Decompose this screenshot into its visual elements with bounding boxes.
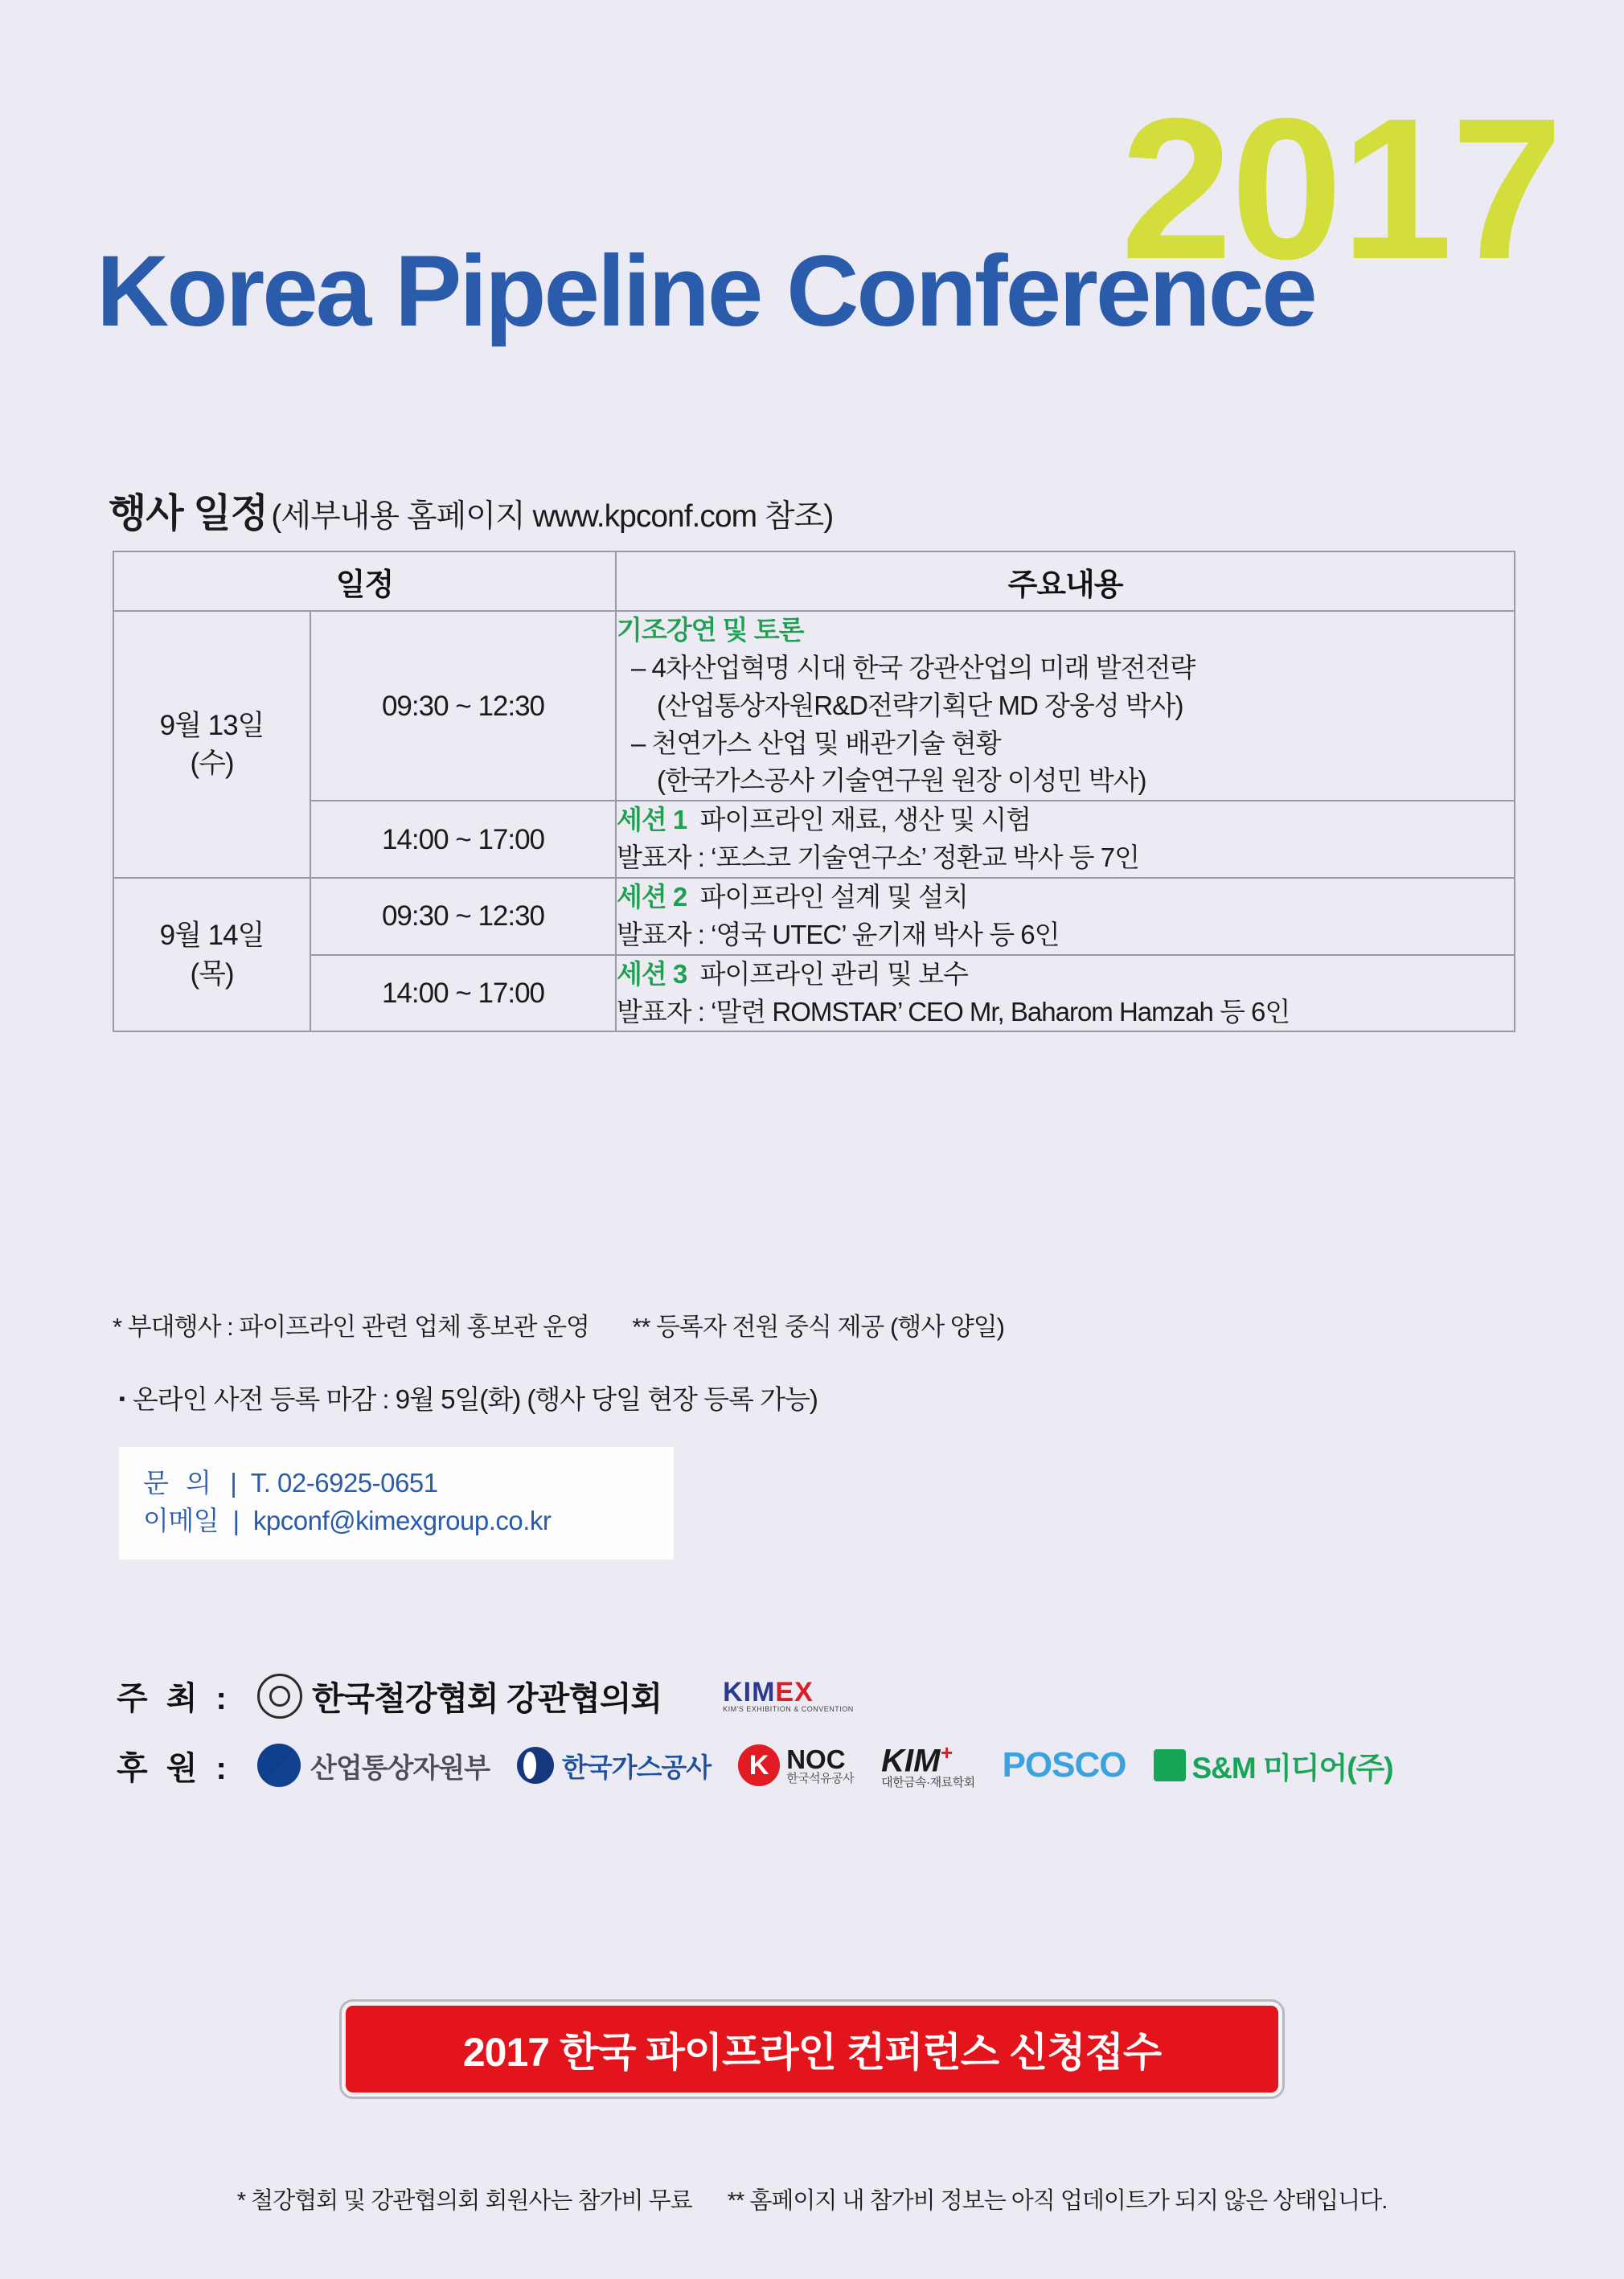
page-title: Korea Pipeline Conference (96, 236, 1315, 347)
knoc-k-icon: K (738, 1744, 780, 1786)
host-label: 주 최 : (117, 1681, 232, 1716)
schedule-table (113, 551, 1515, 1032)
schedule-heading (109, 482, 833, 539)
table-row (113, 878, 1515, 955)
supporters-line (117, 1742, 1532, 1789)
session-3-line (617, 956, 1514, 994)
apply-button-label: 2017 한국 파이프라인 컨퍼런스 신청접수 (462, 2030, 1162, 2075)
table-row (113, 955, 1515, 1032)
year-text: 2017 (1120, 76, 1561, 301)
contact-phone-label: 문 의 (143, 1468, 216, 1498)
schedule-heading-main: 행사 일정 (109, 492, 268, 535)
session-3-topic: 파이프라인 관리 및 보수 (699, 958, 968, 989)
cell-date-day1 (113, 611, 310, 878)
session-1-speaker: 발표자 : ‘포스코 기술연구소’ 정환교 박사 등 7인 (617, 842, 1139, 873)
session-2-speaker: 발표자 : ‘영국 UTEC’ 윤기재 박사 등 6인 (617, 919, 1060, 949)
contact-email-label: 이메일 (143, 1505, 219, 1535)
cell-time-1: 09:30 ~ 12:30 (310, 611, 616, 801)
logo-kim-sub: 대한금속·재료학회 (881, 1776, 975, 1790)
taeguk-icon (257, 1744, 301, 1787)
support-label: 후 원 : (117, 1750, 232, 1786)
logo-kim (881, 1742, 974, 1789)
logo-kim-label (881, 1742, 974, 1789)
logo-posco (1003, 1745, 1126, 1785)
keynote-line-4: (한국가스공사 기술연구원 원장 이성민 박사) (657, 765, 1146, 796)
cell-content-2 (616, 801, 1515, 878)
seal-icon (257, 1674, 302, 1719)
cell-time-3: 09:30 ~ 12:30 (310, 878, 616, 955)
logo-kimex-accent: EX (775, 1677, 814, 1707)
sponsors-block (117, 1672, 1532, 1811)
cell-content-1 (616, 611, 1515, 801)
keynote-line-3: – 천연가스 산업 및 배관기술 현황 (631, 728, 1001, 758)
cell-date-day2 (113, 878, 310, 1031)
footer-note-1: * 철강협회 및 강관협의회 회원사는 참가비 무료 (236, 2188, 692, 2214)
cell-time-4: 14:00 ~ 17:00 (310, 955, 616, 1032)
session-3-label: 세션 3 (617, 958, 687, 989)
date-day1-line1: 9월 13일 (159, 709, 265, 741)
square-bullet-icon: ▪ (119, 1388, 125, 1408)
table-header-row (113, 551, 1515, 611)
column-header-content: 주요내용 (616, 551, 1515, 611)
logo-motie-label: 산업통상자원부 (310, 1752, 490, 1784)
contact-box (119, 1447, 674, 1560)
cell-content-3 (616, 878, 1515, 955)
table-row (113, 801, 1515, 878)
logo-kimex (723, 1679, 854, 1713)
contact-phone-row (143, 1465, 650, 1502)
host-line (117, 1672, 1532, 1719)
session-2-line (617, 879, 1514, 916)
column-header-date: 일정 (113, 551, 616, 611)
logo-knoc (738, 1744, 854, 1786)
logo-kim-main: KIM (881, 1743, 941, 1779)
session-3-speaker: 발표자 : ‘말련 ROMSTAR’ CEO Mr, Baharom Hamzah 등 6인 (617, 996, 1290, 1027)
contact-email-row (143, 1502, 650, 1540)
contact-divider-1: | (223, 1468, 244, 1498)
schedule-heading-sub: (세부내용 홈페이지 www.kpconf.com 참조) (271, 499, 834, 534)
session-1-line (617, 801, 1514, 839)
side-event-notes (113, 1306, 1004, 1342)
session-1-label: 세션 1 (617, 805, 687, 835)
logo-snm (1154, 1744, 1393, 1787)
contact-phone-value: T. 02-6925-0651 (250, 1468, 438, 1498)
kogas-mark-icon (517, 1747, 554, 1784)
cell-content-4 (616, 955, 1515, 1032)
session-2-label: 세션 2 (617, 882, 687, 912)
table-row (113, 611, 1515, 801)
keynote-line-2: (산업통상자원R&D전략기획단 MD 장웅성 박사) (657, 690, 1183, 720)
footer-notes (0, 2183, 1624, 2215)
logo-snm-label: S&M 미디어(주) (1191, 1752, 1393, 1785)
date-day2-line2: (목) (190, 957, 234, 990)
poster-header (0, 0, 1624, 418)
registration-deadline (119, 1379, 818, 1416)
snm-mark-icon (1154, 1749, 1186, 1781)
logo-kim-plus: + (940, 1740, 953, 1765)
logo-ksa (257, 1672, 662, 1719)
registration-deadline-text: 온라인 사전 등록 마감 : 9월 5일(화) (행사 당일 현장 등록 가능) (132, 1384, 818, 1414)
logo-kimex-label: KIM (723, 1677, 776, 1707)
keynote-line-1: – 4차산업혁명 시대 한국 강관산업의 미래 발전전략 (631, 652, 1195, 682)
logo-posco-label: POSCO (1002, 1745, 1126, 1785)
keynote-title: 기조강연 및 토론 (617, 615, 804, 645)
session-2-topic: 파이프라인 설계 및 설치 (699, 882, 968, 912)
session-1-topic: 파이프라인 재료, 생산 및 시험 (699, 805, 1031, 835)
logo-knoc-main: NOC (786, 1744, 846, 1775)
logo-motie (257, 1744, 490, 1787)
logo-ksa-label: 한국철강협회 강관협의회 (312, 1680, 662, 1717)
contact-divider-2: | (225, 1505, 247, 1535)
contact-email-value[interactable]: kpconf@kimexgroup.co.kr (252, 1505, 552, 1535)
logo-knoc-sub: 한국석유공사 (786, 1772, 855, 1786)
apply-button[interactable] (342, 2002, 1282, 2097)
date-day1-line2: (수) (190, 748, 234, 779)
note-lunch: ** 등록자 전원 중식 제공 (행사 양일) (632, 1313, 1004, 1341)
cell-time-2: 14:00 ~ 17:00 (310, 801, 616, 878)
date-day2-line1: 9월 14일 (159, 920, 265, 952)
footer-note-2: ** 홈페이지 내 참가비 정보는 아직 업데이트가 되지 않은 상태입니다. (727, 2188, 1388, 2214)
logo-kogas-label: 한국가스공사 (561, 1752, 712, 1782)
logo-kogas (517, 1747, 711, 1785)
note-side-event: * 부대행사 : 파이프라인 관련 업체 홍보관 운영 (113, 1313, 589, 1341)
logo-kimex-sub: KIM'S EXHIBITION & CONVENTION (723, 1705, 854, 1713)
logo-knoc-label (786, 1746, 854, 1785)
